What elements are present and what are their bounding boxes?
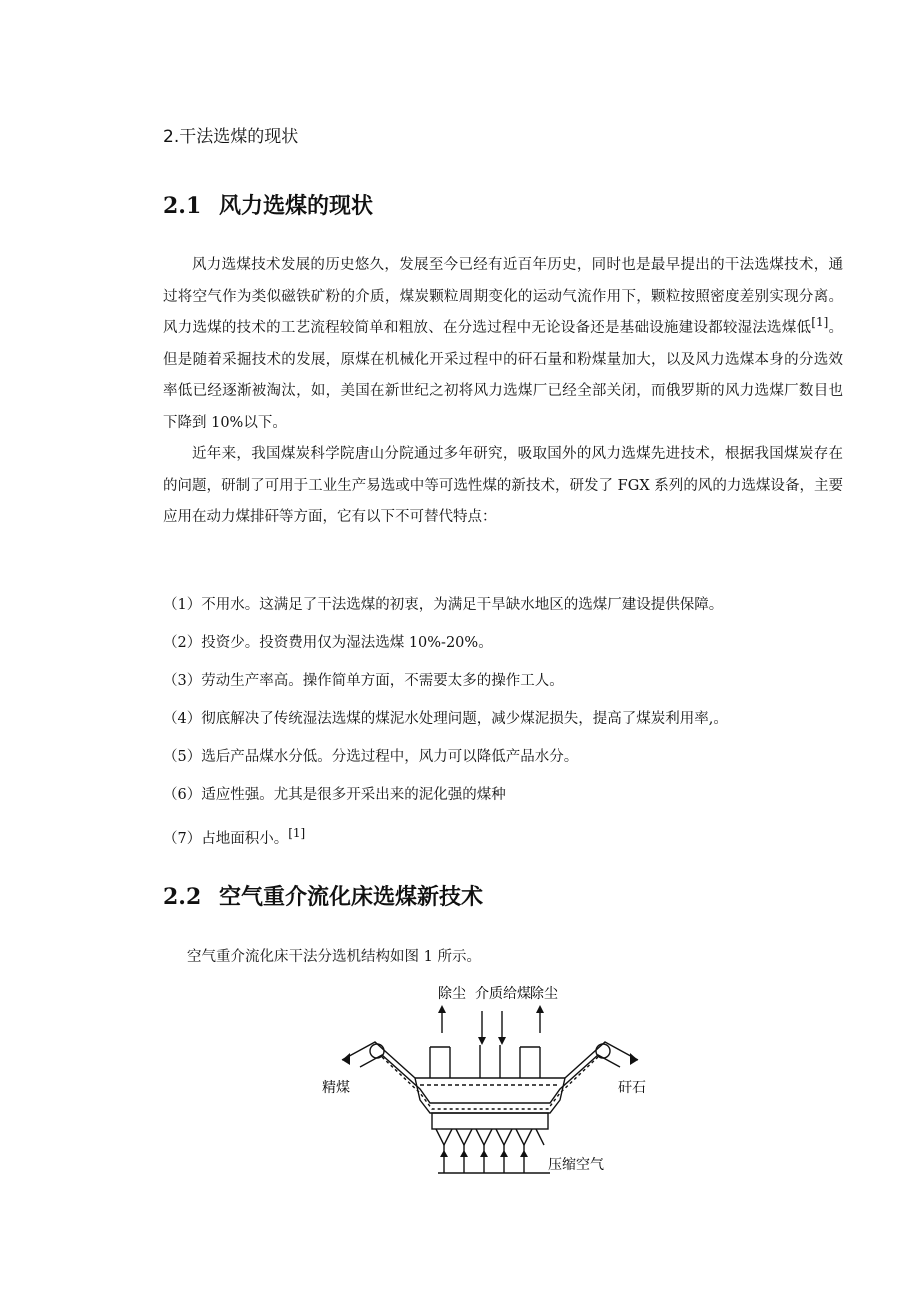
list-item: （1）不用水。这满足了干法选煤的初衷，为满足干旱缺水地区的选煤厂建设提供保障。 bbox=[163, 597, 724, 613]
features-list bbox=[163, 586, 843, 858]
label-dust-2: 除尘 bbox=[530, 986, 558, 1002]
label-gangue: 矸石 bbox=[618, 1080, 646, 1096]
list-item: （3）劳动生产率高。操作简单方面，不需要太多的操作工人。 bbox=[163, 673, 564, 689]
section-title: 风力选煤的现状 bbox=[219, 193, 374, 219]
main-heading: 2.干法选煤的现状 bbox=[163, 127, 299, 147]
citation-ref: [1] bbox=[288, 826, 306, 840]
paragraph-1: 风力选煤技术发展的历史悠久，发展至今已经有近百年历史，同时也是最早提出的干法选煤技术，通过将空气作为类似磁铁矿粉的介质，煤炭颗粒周期变化的运动气流作用下，颗粒按照密度差别实现分离。风力选煤的技术的工艺流程较简单和粗放、在分选过程中无论设备还是基础设施建设都较湿法选煤低[1]。但是随着采掘技术的发展，原煤在机械化开采过程中的矸石量和粉煤量加大，以及风力选煤本身的分选效率低已经逐渐被淘汰，如，美国在新世纪之初将风力选煤厂已经全部关闭，而俄罗斯的风力选煤厂数目也下降到 10%以下。 bbox=[163, 257, 843, 431]
section-2-1-body bbox=[163, 250, 843, 534]
label-medium: 介质 bbox=[475, 986, 503, 1002]
citation-ref: [1] bbox=[811, 315, 829, 329]
separator-diagram bbox=[320, 985, 660, 1180]
section-number: 2.2 bbox=[163, 884, 202, 910]
label-clean-coal: 精煤 bbox=[322, 1080, 350, 1096]
pulley-right bbox=[596, 1044, 610, 1058]
label-feed: 给煤 bbox=[503, 986, 531, 1002]
label-compressed-air: 压缩空气 bbox=[548, 1157, 604, 1173]
list-item: （4）彻底解决了传统湿法选煤的煤泥水处理问题，减少煤泥损失，提高了煤炭利用率,。 bbox=[163, 711, 728, 727]
list-item: （2）投资少。投资费用仅为湿法选煤 10%-20%。 bbox=[163, 635, 493, 651]
list-item: （5）选后产品煤水分低。分选过程中，风力可以降低产品水分。 bbox=[163, 749, 579, 765]
label-dust-1: 除尘 bbox=[438, 986, 466, 1002]
section-number: 2.1 bbox=[163, 193, 202, 219]
paragraph-2: 近年来，我国煤炭科学院唐山分院通过多年研究，吸取国外的风力选煤先进技术，根据我国煤炭存在的问题，研制了可用于工业生产易选或中等可选性煤的新技术，研发了 FGX 系列的风的力选煤设备，主要应用在动力煤排矸等方面，它有以下不可替代特点： bbox=[163, 446, 843, 525]
figure-intro: 空气重介流化床干法分选机结构如图 1 所示。 bbox=[187, 949, 481, 965]
pulley-left bbox=[370, 1044, 384, 1058]
section-title: 空气重介流化床选煤新技术 bbox=[219, 884, 484, 910]
section-2-1-heading bbox=[163, 189, 373, 220]
section-2-2-heading bbox=[163, 880, 483, 911]
list-item: （6）适应性强。尤其是很多开采出来的泥化强的煤种 bbox=[163, 787, 506, 803]
trough-inner bbox=[360, 1055, 620, 1103]
conveyor-belt bbox=[382, 1057, 598, 1109]
list-item: （7）占地面积小。[1] bbox=[163, 826, 306, 847]
